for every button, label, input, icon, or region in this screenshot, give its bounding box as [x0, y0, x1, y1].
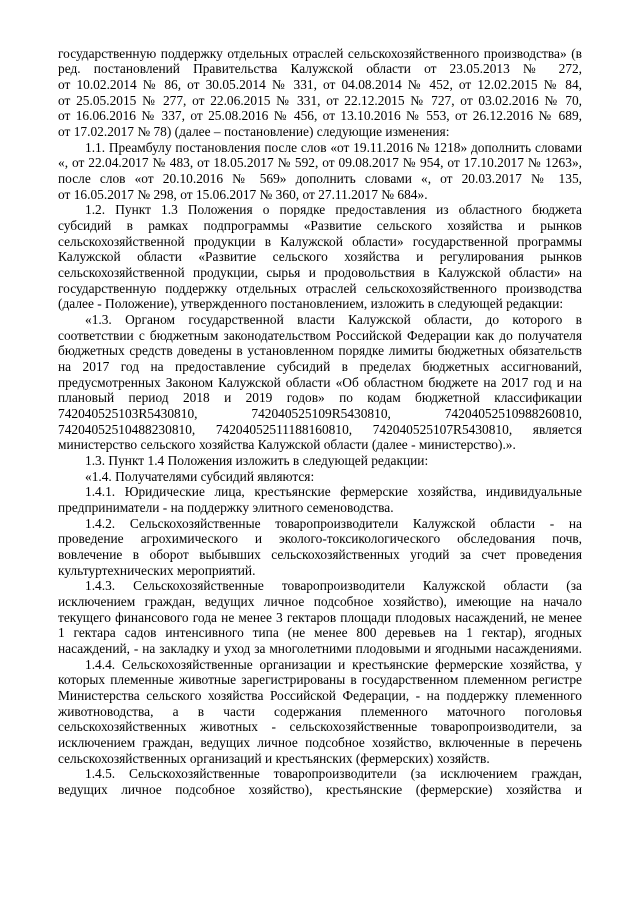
text-line: от 16.06.2016 № 337, от 25.08.2016 № 456, от 13.10.2016 № 553, от 26.12.2016 № 689,: [58, 108, 582, 123]
text-line: сельскохозяйственных организаций и крестьянских (фермерских) хозяйств.: [58, 751, 490, 766]
text-line: (далее - Положение), утвержденного постановлением, изложить в следующей редакции:: [58, 296, 564, 311]
text-line: проведение агрохимического и эколого-токсикологического обследования почв,: [58, 531, 582, 546]
text-line: плановый период 2018 и 2019 годов» по кодам бюджетной классификации: [58, 390, 582, 405]
text-line: которых племенные животные зарегистрированы в государственном племенном регистре: [58, 672, 582, 687]
text-line: предусмотренных Законом Калужской области «Об областном бюджете на 2017 год и на: [58, 375, 582, 390]
text-line: 1 гектара садов интенсивного типа (не менее 800 деревьев на 1 гектар), ягодных: [58, 625, 582, 640]
text-line: от 10.02.2014 № 86, от 30.05.2014 № 331, от 04.08.2014 № 452, от 12.02.2015 № 84,: [58, 77, 582, 92]
text-line: субсидий в рамках подпрограммы «Развитие сельского хозяйства и рынков: [58, 218, 582, 233]
text-line: сельскохозяйственной продукции в Калужской области» государственной программы: [58, 234, 582, 249]
text-line: «, от 22.04.2017 № 483, от 18.05.2017 № 592, от 09.08.2017 № 954, от 17.10.2017 № 1263»,: [58, 155, 582, 170]
text-line: культуртехнических мероприятий.: [58, 563, 256, 578]
text-line: Министерства сельского хозяйства Российской Федерации, - на поддержку племенного: [58, 688, 582, 703]
text-line: государственную поддержку отдельных отраслей сельскохозяйственного производства: [58, 281, 582, 296]
text-line: Калужской области «Развитие сельского хозяйства и регулирования рынков: [58, 249, 582, 264]
text-line: 1.4.5. Сельскохозяйственные товаропроизводители (за исключением граждан,: [85, 766, 582, 781]
text-line: «1.3. Органом государственной власти Калужской области, до которого в: [85, 312, 582, 327]
text-line: 1.4.1. Юридические лица, крестьянские фермерские хозяйства, индивидуальные: [85, 484, 582, 499]
text-line: 1.1. Преамбулу постановления после слов «от 19.11.2016 № 1218» дополнить словами: [85, 140, 582, 155]
text-line: сельскохозяйственных животных - сельскохозяйственные товаропроизводители, за: [58, 719, 582, 734]
text-line: насаждений, - на закладку и уход за многолетними плодовыми и ягодными насаждениями.: [58, 641, 582, 656]
text-line: 1.3. Пункт 1.4 Положения изложить в следующей редакции:: [85, 453, 429, 468]
text-line: от 17.02.2017 № 78) (далее – постановление) следующие изменения:: [58, 124, 450, 139]
text-line: ред. постановлений Правительства Калужской области от 23.05.2013 № 272,: [58, 61, 582, 76]
text-line: ведущих личное подсобное хозяйство), крестьянские (фермерские) хозяйства и: [58, 782, 582, 797]
text-line: на 2017 год на предоставление субсидий в пределах бюджетных ассигнований,: [58, 359, 582, 374]
text-line: «1.4. Получателями субсидий являются:: [85, 469, 315, 484]
text-line: министерство сельского хозяйства Калужской области (далее - министерство).».: [58, 437, 516, 452]
text-line: предприниматели - на поддержку элитного семеноводства.: [58, 500, 394, 515]
text-line: 1.2. Пункт 1.3 Положения о порядке предоставления из областного бюджета: [85, 202, 582, 217]
text-line: 742040525103R5430810, 742040525109R5430810, 74204052510988260810,: [58, 406, 582, 421]
text-line: исключением граждан, ведущих личное подсобное хозяйство, включенные в перечень: [58, 735, 582, 750]
text-line: 1.4.3. Сельскохозяйственные товаропроизводители Калужской области (за: [85, 578, 582, 593]
text-line: вовлечение в оборот выбывших сельскохозяйственных угодий за счет проведения: [58, 547, 582, 562]
text-line: 1.4.2. Сельскохозяйственные товаропроизводители Калужской области - на: [85, 516, 582, 531]
text-line: после слов «от 20.10.2016 № 569» дополнить словами «, от 20.03.2017 № 135,: [58, 171, 582, 186]
text-line: 74204052510488230810, 74204052511188160810, 742040525107R5430810, является: [58, 422, 582, 437]
text-line: 1.4.4. Сельскохозяйственные организации и крестьянские фермерские хозяйства, у: [85, 657, 582, 672]
text-line: исключением граждан, ведущих личное подсобное хозяйство), имеющие на начало: [58, 594, 582, 609]
text-line: бюджетных средств доведены в установленном порядке лимиты бюджетных обязательств: [58, 343, 582, 358]
text-line: животноводства, а в части содержания племенного маточного поголовья: [58, 704, 582, 719]
text-line: соответствии с бюджетным законодательством Российской Федерации как до получателя: [58, 328, 582, 343]
text-line: государственную поддержку отдельных отраслей сельскохозяйственного производства» (в: [58, 46, 582, 61]
text-line: сельскохозяйственной продукции, сырья и продовольствия в Калужской области» на: [58, 265, 582, 280]
text-line: от 16.05.2017 № 298, от 15.06.2017 № 360, от 27.11.2017 № 684».: [58, 187, 428, 202]
text-line: от 25.05.2015 № 277, от 22.06.2015 № 331, от 22.12.2015 № 727, от 03.02.2016 № 70,: [58, 93, 582, 108]
text-line: текущего финансового года не менее 3 гектаров площади плодовых насаждений, не менее: [58, 610, 582, 625]
